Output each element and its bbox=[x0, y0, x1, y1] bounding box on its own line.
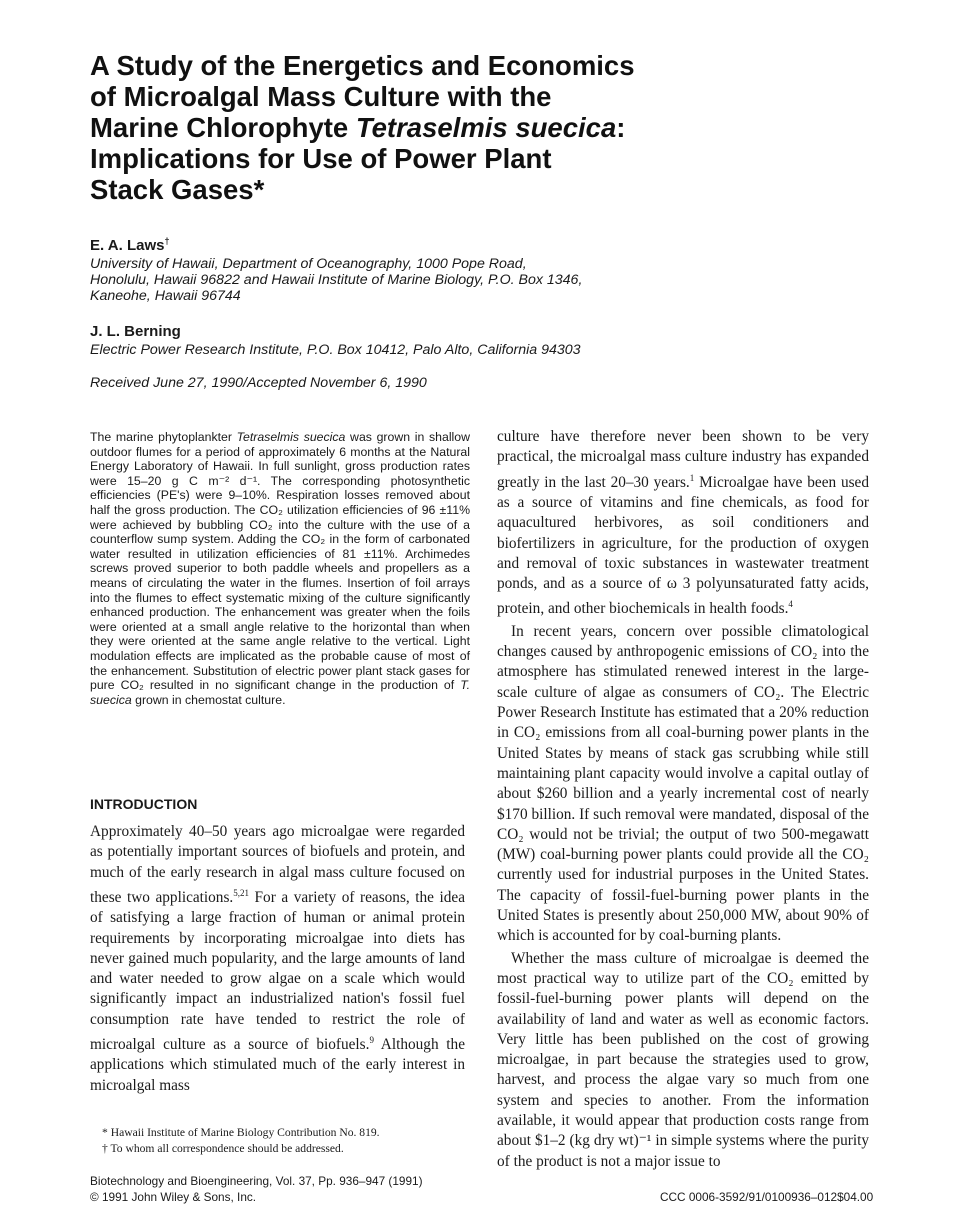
body-paragraph: Approximately 40–50 years ago microalgae were regarded as potentially important sources of biofuels and protein, and much of the early research in algal mass culture focused on these two applications.$^{5,21}$ For a variety of reasons, the idea of satisfying a large fraction of human or animal protein requirements by incorporating microalgae into diets has never gained much popularity, and the large amounts of land and water needed to grow algae on a scale which would significantly impact an industrialized nation's fossil fuel consumption rate have tended to restrict the role of microalgal culture as a source of biofuels.$^9$ Although the applications which stimulated much of the early interest in microalgal mass bbox=[90, 823, 465, 1094]
abstract: The marine phytoplankter Tetraselmis suecica was grown in shallow outdoor flumes for a period of approximately 6 months at the Natural Energy Laboratory of Hawaii. In full sunlight, gross production rates were 15–20 g C m⁻² d⁻¹. The corresponding photosynthetic efficiencies (PE's) were 9–10%. Respiration losses removed about half the gross production. The CO₂ utilization efficiencies of 96 ±11% were achieved by bubbling CO₂ into the culture with the use of a counterflow sump system. Adding the CO₂ in the form of carbonated water resulted in utilization efficiencies of 81 ±11%. Archimedes screws proved superior to both paddle wheels and propellers as a means of circulating the water in the flumes. Insertion of foil arrays into the flumes to effect systematic mixing of the culture significantly enhanced production. The enhancement was greater when the foils were oriented at a small angle relative to the horizontal than when they were oriented at the same angle relative to the vertical. Light modulation effects are implicated as the probable cause of most of the enhancement. Substitution of electric power plant stack gases for pure CO₂ resulted in no significant change in the production of T. suecica grown in chemostat culture. bbox=[90, 430, 470, 707]
body-paragraph: Whether the mass culture of microalgae is deemed the most practical way to utilize part of the CO₂ emitted by fossil-fuel-burning power plants will depend on the availability of land and water as well as economic factors. Very little has been published on the cost of growing microalgae, in part because the strategies used to grow, harvest, and process the algae vary so much from one system and species to another. From the information available, it would appear that production costs range from about $1–2 (kg dry wt)⁻¹ in simple systems where the purity of the product is not a major issue to bbox=[497, 949, 869, 1170]
author-name: E. A. Laws† bbox=[90, 236, 170, 254]
body-paragraph: In recent years, concern over possible climatological changes caused by anthropogenic emissions of CO₂ into the atmosphere has stimulated renewed interest in the large-scale culture of algae as consumers of CO₂. The Electric Power Research Institute has estimated that a 20% reduction in CO₂ emissions from all coal-burning power plants in the United States by means of stack gas scrubbing while still maintaining plant capacity would involve a capital outlay of about $260 billion and a yearly incremental cost of nearly $170 billion. If such removal were mandated, disposal of the CO₂ would not be trivial; the output of two 500-megawatt (MW) coal-burning power plants could provide all the CO₂ currently used for industrial purposes in the United States. The capacity of fossil-fuel-burning power plants in the United States is presently about 250,000 MW, about 90% of which is accounted for by coal-burning plants. bbox=[497, 622, 869, 945]
title-line: A Study of the Energetics and Economics bbox=[90, 50, 635, 81]
citation-ref: 5,21 bbox=[233, 887, 249, 898]
title-line: Stack Gases* bbox=[90, 174, 265, 205]
title-line: of Microalgal Mass Culture with the bbox=[90, 81, 552, 112]
citation-ref: 4 bbox=[788, 599, 793, 610]
title-line: Marine Chlorophyte Tetraselmis suecica: bbox=[90, 112, 626, 143]
journal-citation: Biotechnology and Bioengineering, Vol. 37, Pp. 936–947 (1991) bbox=[90, 1174, 423, 1188]
citation-ref: 9 bbox=[369, 1035, 374, 1046]
body-paragraph: culture have therefore never been shown to be very practical, the microalgal mass culture industry has expanded greatly in the last 20–30 years.$^1$ Microalgae have been used as a source of vitamins and fine chemicals, as food for aquacultured herbivores, as soil conditioners and biofertilizers in agriculture, for the production of oxygen and removal of toxic substances in wastewater treatment ponds, and as a source of ω 3 polyunsaturated fatty acids, protein, and other biochemicals in health foods.$^4$ bbox=[497, 428, 869, 618]
citation-ref: 1 bbox=[689, 472, 695, 483]
right-column bbox=[497, 427, 869, 1172]
species-name: Tetraselmis suecica bbox=[355, 112, 617, 143]
footnote: * Hawaii Institute of Marine Biology Contribution No. 819. bbox=[102, 1126, 380, 1139]
author-name: J. L. Berning bbox=[90, 323, 181, 340]
article-title bbox=[90, 50, 710, 205]
species-name: T. suecica bbox=[90, 678, 470, 707]
title-line: Implications for Use of Power Plant bbox=[90, 143, 552, 174]
author-affiliation: Electric Power Research Institute, P.O. Box 10412, Palo Alto, California 94303 bbox=[90, 342, 581, 358]
section-heading: INTRODUCTION bbox=[90, 796, 198, 812]
received-date: Received June 27, 1990/Accepted November 6, 1990 bbox=[90, 375, 427, 391]
dagger-mark: † bbox=[164, 236, 170, 246]
copyright: © 1991 John Wiley & Sons, Inc. bbox=[90, 1190, 257, 1204]
author-affiliation: University of Hawaii, Department of Oceanography, 1000 Pope Road, Honolulu, Hawaii 96822 and Hawaii Institute of Marine Biology, P.O. Box 1346, Kaneohe, Hawaii 96744 bbox=[90, 256, 583, 304]
species-name: Tetraselmis suecica bbox=[236, 430, 346, 444]
footnote: † To whom all correspondence should be addressed. bbox=[102, 1142, 344, 1155]
ccc-code: CCC 0006-3592/91/0100936–012$04.00 bbox=[660, 1190, 874, 1204]
